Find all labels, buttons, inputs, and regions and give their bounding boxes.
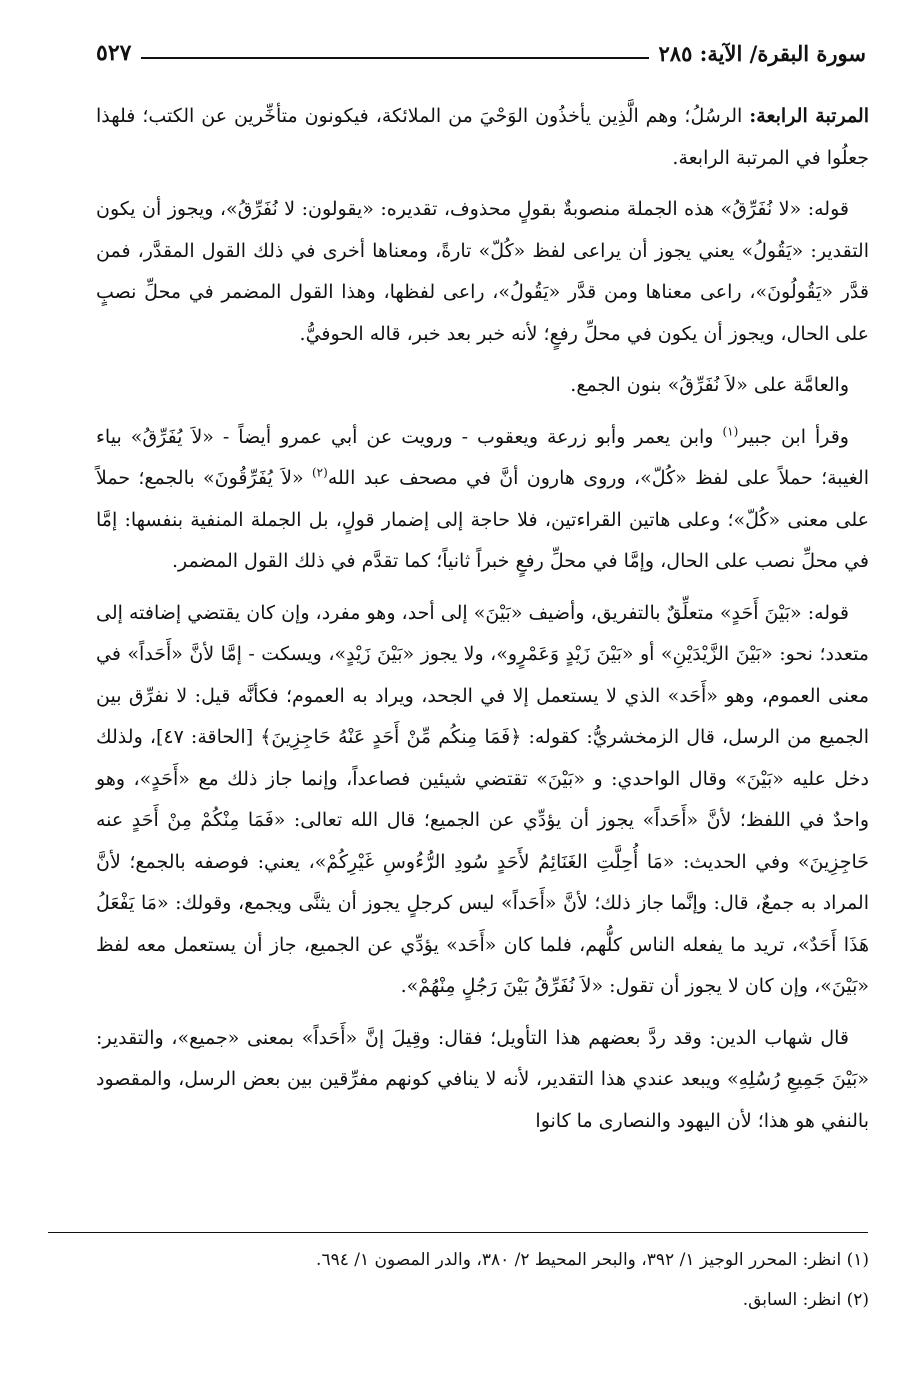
paragraph-text-part: وقرأ ابن جبير xyxy=(738,425,849,448)
footnote-ref-2[interactable]: (٢) xyxy=(311,465,328,480)
paragraph-lead: المرتبة الرابعة: xyxy=(749,105,870,127)
paragraph-variant-readings xyxy=(96,417,869,583)
header-rule xyxy=(141,57,648,59)
paragraph-la-nufarriq: قوله: «لا نُفَرِّقُ» هذه الجملة منصوبةٌ بقولٍ محذوف، تقديره: «يقولون: لا نُفَرِّقُ»، ويجوز أن يكون التقدير: «يَقُولُ» يعني يجوز أن يراعى لفظ «كُلّ» تارةً، ومعناها أخرى في ذلك القول المقدَّر، فمن قدَّر «يَقُولُونَ»، راعى معناها ومن قدَّر «يَقُولُ»، راعى لفظها، وهذا القول المضمر في محلِّ نصبٍ على الحال، ويجوز أن يكون في محلِّ رفعٍ؛ لأنه خبر بعد خبر، قاله الحوفيُّ. xyxy=(96,198,869,345)
paragraph-text-part: «لاَ يُفَرِّقُونَ» بالجمع؛ حملاً على معنى «كُلّ»؛ وعلى هاتين القراءتين، فلا حاجة إلى إضمار قولٍ، بل الجملة المنفية بنفسها: إمَّا في محلِّ نصب على الحال، وإمَّا في محلِّ رفعٍ خبراً ثانياً؛ كما تقدَّم في ذلك القول المضمر. xyxy=(96,467,869,572)
page-number: ٥٢٧ xyxy=(96,40,132,66)
main-text xyxy=(96,96,869,1152)
footnote-1: (١) انظر: المحرر الوجيز ١/ ٣٩٢، والبحر المحيط ٢/ ٣٨٠، والدر المصون ١/ ٦٩٤. xyxy=(316,1250,869,1270)
footnotes xyxy=(96,1243,869,1323)
paragraph-common-reading: والعامَّة على «لاَ نُفَرِّقُ» بنون الجمع. xyxy=(570,374,849,396)
footnote-ref-1[interactable]: (١) xyxy=(722,424,739,439)
paragraph-rank-four xyxy=(96,96,869,179)
paragraph-text: الرسُلُ؛ وهم الَّذِين يأخذُون الوَحْيَ من الملائكة، فيكونون متأخِّرين عن الكتب؛ فلهذا جعلُوا في المرتبة الرابعة. xyxy=(96,105,869,169)
footnote-2: (٢) انظر: السابق. xyxy=(742,1290,869,1310)
running-header xyxy=(96,26,866,66)
paragraph-bayna-ahad: قوله: «بَيْنَ أَحَدٍ» متعلِّقٌ بالتفريق، وأضيف «بَيْنَ» إلى أحد، وهو مفرد، وإن كان يقتضي إضافته إلى متعدد؛ نحو: «بَيْنَ الزَّيْدَيْنِ» أو «بَيْنَ زَيْدٍ وَعَمْرٍو»، ولا يجوز «بَيْنَ زَيْدٍ»، ويسكت - إمَّا لأنَّ «أَحَداً» في معنى العموم، وهو «أَحَد» الذي لا يستعمل إلا في الجحد، ويراد به العموم؛ فكأنَّه قيل: لا نفرِّق بين الجميع من الرسل، قال الزمخشريُّ: كقوله: ﴿فَمَا مِنكُم مِّنْ أَحَدٍ عَنْهُ حَاجِزِينَ﴾ [الحاقة: ٤٧]، ولذلك دخل عليه «بَيْنَ» وقال الواحدي: و «بَيْنَ» تقتضي شيئين فصاعداً، وإنما جاز ذلك مع «أَحَدٍ»، وهو واحدٌ في اللفظ؛ لأنَّ «أَحَداً» يجوز أن يؤدِّي عن الجميع؛ قال الله تعالى: «فَمَا مِنْكُمْ مِنْ أَحَدٍ عنه حَاجِزِينَ» وفي الحديث: «مَا أُحِلَّتِ الغَنَائِمُ لأَحَدٍ سُودِ الرُّءُوسِ غَيْرِكُمْ»، يعني: فوصفه بالجمع؛ لأنَّ المراد به جمعٌ، قال: وإنَّما جاز ذلك؛ لأنَّ «أَحَداً» ليس كرجلٍ يجوز أن يثنَّى ويجمع، وقولك: «مَا يَفْعَلُ هَذَا أَحَدٌ»، تريد ما يفعله الناس كلُّهم، فلما كان «أَحَد» يؤدِّي عن الجميع، جاز أن يستعمل معه لفظ «بَيْنَ»، وإن كان لا يجوز أن تقول: «لاَ نُفَرِّقُ بَيْنَ رَجُلٍ مِنْهُمْ». xyxy=(96,601,869,997)
paragraph-shihab-aldin: قال شهاب الدين: وقد ردَّ بعضهم هذا التأويل؛ فقال: وقِيلَ إنَّ «أَحَداً» بمعنى «جميع»، والتقدير: «بَيْنَ جَمِيعِ رُسُلِهِ» ويبعد عندي هذا التقدير، لأنه لا ينافي كونهم مفرِّقين بين بعض الرسل، والمقصود بالنفي هو هذا؛ لأن اليهود والنصارى ما كانوا xyxy=(96,1026,869,1132)
paragraph-text-part: وابن يعمر وأبو زرعة ويعقوب - ورويت عن أبي عمرو أيضاً - «لاَ يُفَرِّقُ» بياء الغيبة؛ حملاً على لفظ «كُلّ»، وروى هارون أنَّ في مصحف عبد الله xyxy=(96,425,869,489)
footnote-separator xyxy=(48,1232,868,1233)
surah-verse-title: سورة البقرة/ الآية: ٢٨٥ xyxy=(658,41,866,66)
